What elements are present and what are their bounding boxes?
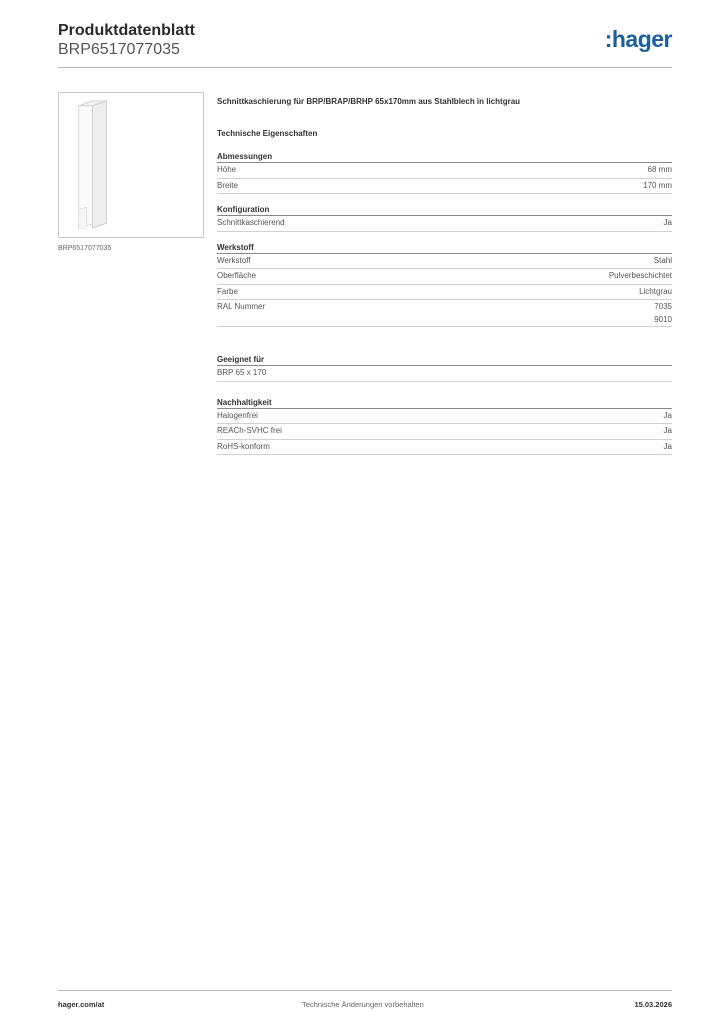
ral-value: 7035: [654, 302, 672, 311]
image-caption: BRP6517077035: [58, 245, 112, 252]
row-label: Breite: [217, 180, 238, 190]
row-label: RoHS-konform: [217, 441, 270, 451]
row-label: BRP 65 x 170: [217, 368, 267, 377]
row-label: REACh-SVHC frei: [217, 426, 282, 435]
row-value: Lichtgrau: [639, 286, 672, 296]
table-row: [217, 163, 672, 179]
table-row: [217, 409, 672, 425]
table-row: [217, 179, 672, 195]
section-title: Geeignet für: [217, 353, 672, 366]
footer-website: hager.com/at: [58, 1000, 105, 1009]
section-sustainability: [217, 396, 672, 456]
row-label: Halogenfrei: [217, 410, 258, 420]
technical-properties-heading: Technische Eigenschaften: [217, 129, 318, 138]
row-value: 68 mm: [647, 165, 672, 174]
section-title: Abmessungen: [217, 150, 672, 163]
table-row: [217, 366, 672, 382]
row-value: Ja: [663, 410, 672, 420]
table-row: [217, 216, 672, 232]
row-value: [654, 300, 672, 326]
section-configuration: [217, 203, 672, 232]
row-value: Ja: [663, 426, 672, 435]
row-label: Schnittkaschierend: [217, 218, 285, 227]
table-row: [217, 285, 672, 301]
row-label: Höhe: [217, 165, 237, 174]
row-value: 170 mm: [643, 180, 672, 190]
page-footer: [58, 990, 672, 1009]
hager-logo: :hager: [604, 26, 672, 52]
product-photo-icon: [59, 93, 203, 237]
row-value: Ja: [663, 441, 672, 451]
document-title: Produktdatenblatt: [58, 22, 195, 39]
table-row: [217, 269, 672, 285]
row-label: Werkstoff: [217, 255, 251, 265]
section-title: Nachhaltigkeit: [217, 396, 672, 409]
row-value: Ja: [663, 218, 672, 227]
section-dimensions: [217, 150, 672, 194]
row-value: Stahl: [653, 255, 672, 265]
page-header: [58, 22, 672, 68]
row-label: Oberfläche: [217, 271, 257, 280]
row-label: Farbe: [217, 286, 238, 296]
row-label: RAL Nummer: [217, 302, 266, 311]
ral-value: 9010: [654, 315, 672, 324]
table-row: [217, 440, 672, 456]
section-suitable-for: [217, 353, 672, 382]
product-image: [58, 92, 204, 238]
footer-disclaimer: Technische Änderungen vorbehalten: [302, 1000, 424, 1009]
section-title: Werkstoff: [217, 241, 672, 254]
product-content: [217, 95, 672, 455]
footer-date: 15.03.2026: [634, 1000, 672, 1009]
section-title: Konfiguration: [217, 203, 672, 216]
row-value: Pulverbeschichtet: [608, 271, 672, 280]
table-row: [217, 254, 672, 270]
table-row: [217, 300, 672, 327]
table-row: [217, 424, 672, 440]
section-material: [217, 241, 672, 328]
document-subtitle: BRP6517077035: [58, 41, 180, 58]
product-description: Schnittkaschierung für BRP/BRAP/BRHP 65x170mm aus Stahlblech in lichtgrau: [217, 97, 521, 106]
